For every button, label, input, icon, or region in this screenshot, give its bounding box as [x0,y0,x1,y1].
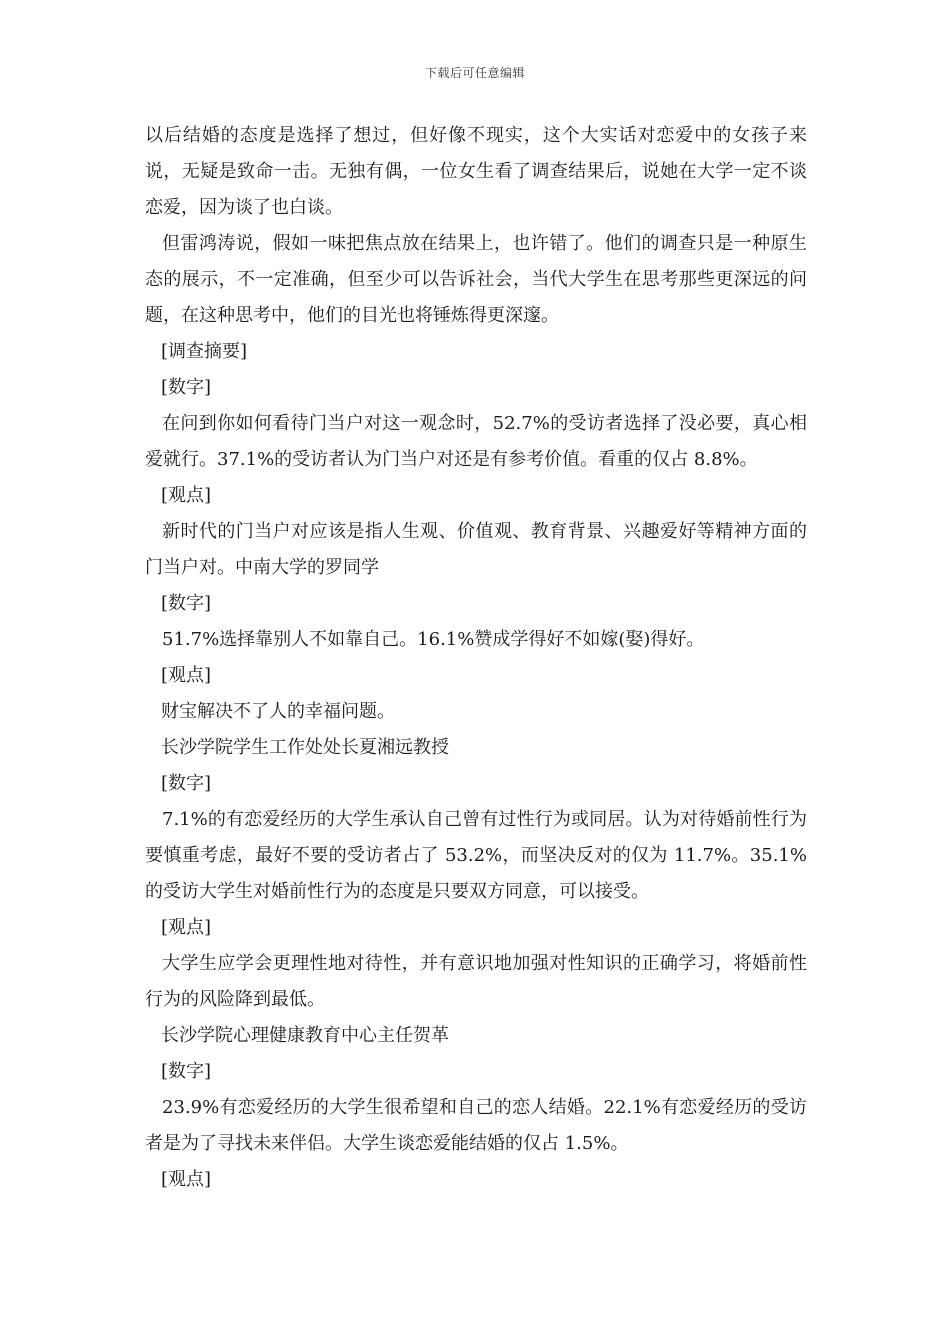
paragraph-attribution-he: 长沙学院心理健康教育中心主任贺革 [161,1025,449,1046]
section-label-numbers: [数字] [161,593,212,614]
paragraph-lei-hongtao: 但雷鸿涛说，假如一味把焦点放在结果上，也许错了。他们的调查只是一种原生态的展示，不一定准确，但至少可以告诉社会，当代大学生在思考那些更深远的问题，在这种思考中，他们的目光也将锤炼得更深邃。 [145,233,807,326]
section-label-viewpoint: [观点] [161,1169,212,1190]
section-label-viewpoint: [观点] [161,485,212,506]
paragraph-numbers-premarital: 7.1%的有恋爱经历的大学生承认自己曾有过性行为或同居。认为对待婚前性行为要慎重考虑，最好不要的受访者占了 53.2%，而坚决反对的仅为 11.7%。35.1%的受访大学生对婚前性行为的态度是只要双方同意，可以接受。 [145,809,807,902]
paragraph-numbers-matching: 在问到你如何看待门当户对这一观念时，52.7%的受访者选择了没必要，真心相爱就行。37.1%的受访者认为门当户对还是有参考价值。看重的仅占 8.8%。 [145,413,807,470]
section-label-numbers: [数字] [161,773,212,794]
paragraph-continuation: 以后结婚的态度是选择了想过，但好像不现实，这个大实话对恋爱中的女孩子来说，无疑是致命一击。无独有偶，一位女生看了调查结果后，说她在大学一定不谈恋爱，因为谈了也白谈。 [145,125,807,218]
page-header: 下载后可任意编辑 [424,66,525,80]
section-label-numbers: [数字] [161,1061,212,1082]
section-label-survey-summary: [调查摘要] [161,341,248,362]
section-label-viewpoint: [观点] [161,665,212,686]
document-body [145,118,807,1198]
paragraph-viewpoint-matching: 新时代的门当户对应该是指人生观、价值观、教育背景、兴趣爱好等精神方面的门当户对。中南大学的罗同学 [145,521,807,578]
section-label-viewpoint: [观点] [161,917,212,938]
paragraph-attribution-xia: 长沙学院学生工作处处长夏湘远教授 [161,737,449,758]
paragraph-viewpoint-wealth: 财宝解决不了人的幸福问题。 [161,701,395,722]
section-label-numbers: [数字] [161,377,212,398]
paragraph-numbers-self-reliance: 51.7%选择靠别人不如靠自己。16.1%赞成学得好不如嫁(娶)得好。 [162,629,705,650]
paragraph-numbers-marriage: 23.9%有恋爱经历的大学生很希望和自己的恋人结婚。22.1%有恋爱经历的受访者是为了寻找未来伴侣。大学生谈恋爱能结婚的仅占 1.5%。 [145,1097,807,1154]
paragraph-viewpoint-rational: 大学生应学会更理性地对待性，并有意识地加强对性知识的正确学习，将婚前性行为的风险降到最低。 [145,953,807,1010]
